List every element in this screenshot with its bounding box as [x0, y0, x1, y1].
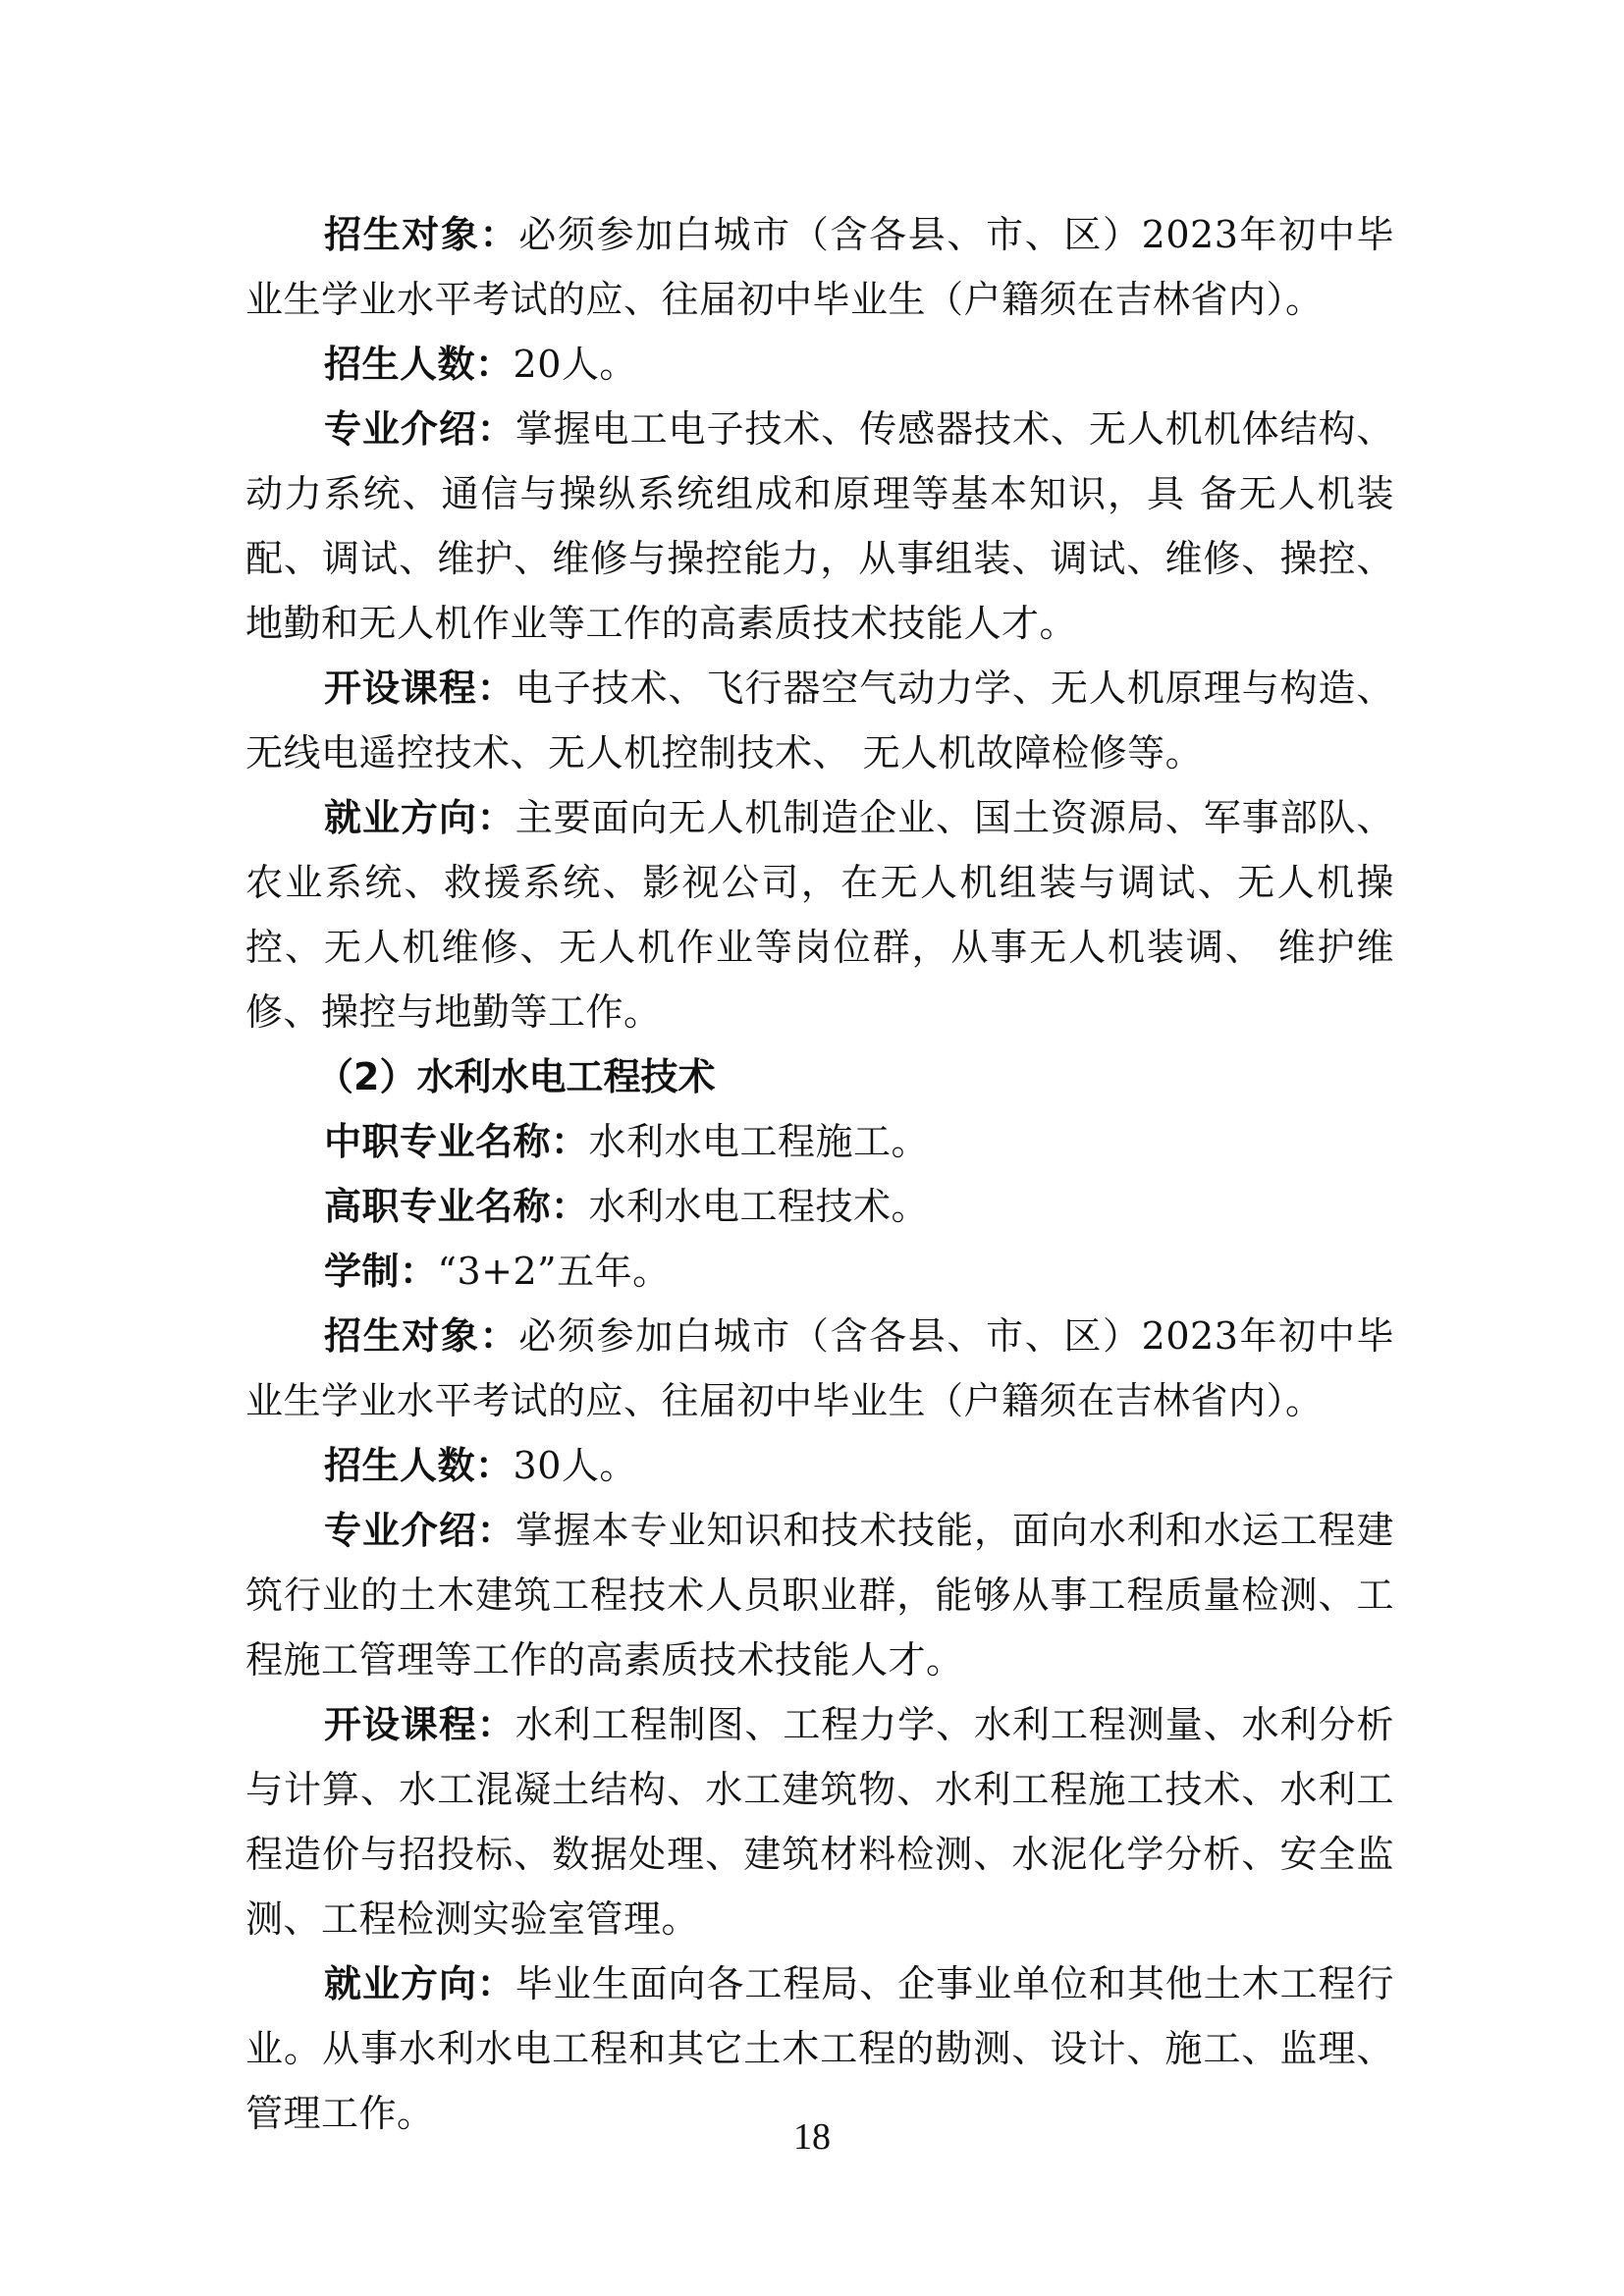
major-intro-paragraph-2: [245, 1498, 1394, 1692]
major-intro-text: 掌握电工电子技术、传感器技术、无人机机体结构、动力系统、通信与操纵系统组成和原理等基本知识，具 备无人机装配、调试、维护、维修与操控能力，从事组装、调试、维修、操控、地勤和无人机作业等工作的高素质技术技能人才。: [245, 407, 1394, 645]
employment-paragraph: [245, 785, 1394, 1044]
higher-major-name-paragraph: [245, 1174, 1394, 1239]
higher-major-name-text: 水利水电工程技术。: [588, 1185, 930, 1228]
schooling-text: “3+2”五年。: [437, 1250, 671, 1293]
enroll-target-text-2: 必须参加白城市（含各县、市、区）2023年初中毕业生学业水平考试的应、往届初中毕业生（户籍须在吉林省内）。: [245, 1314, 1394, 1422]
secondary-major-name-paragraph: [245, 1109, 1394, 1174]
courses-label-2: 开设课程：: [324, 1703, 515, 1746]
major-intro-text-2: 掌握本专业知识和技术技能，面向水利和水运工程建筑行业的土木建筑工程技术人员职业群，能够从事工程质量检测、工程施工管理等工作的高素质技术技能人才。: [245, 1509, 1394, 1682]
enroll-target-label: 招生对象：: [324, 213, 519, 256]
courses-paragraph-2: [245, 1692, 1394, 1951]
enroll-target-paragraph-2: [245, 1304, 1394, 1433]
courses-text-2: 水利工程制图、工程力学、水利工程测量、水利分析与计算、水工混凝土结构、水工建筑物、水利工程施工技术、水利工程造价与招投标、数据处理、建筑材料检测、水泥化学分析、安全监测、工程检测实验室管理。: [245, 1703, 1394, 1941]
enroll-count-label: 招生人数：: [324, 343, 514, 386]
courses-text: 电子技术、飞行器空气动力学、无人机原理与构造、无线电遥控技术、无人机控制技术、 无人机故障检修等。: [245, 667, 1394, 774]
courses-paragraph: [245, 656, 1394, 785]
document-page: [245, 202, 1394, 2146]
courses-label: 开设课程：: [324, 667, 515, 710]
enroll-count-text-2: 30人。: [513, 1444, 637, 1487]
page-number: 18: [793, 2116, 831, 2158]
employment-label: 就业方向：: [324, 796, 515, 839]
employment-text-2: 毕业生面向各工程局、企事业单位和其他土木工程行业。从事水利水电工程和其它土木工程的勘测、设计、施工、监理、管理工作。: [245, 1962, 1394, 2135]
secondary-major-name-label: 中职专业名称：: [324, 1120, 589, 1163]
employment-text: 主要面向无人机制造企业、国土资源局、军事部队、农业系统、救援系统、影视公司，在无人机组装与调试、无人机操控、无人机维修、无人机作业等岗位群，从事无人机装调、 维护维修、操控与地勤等工作。: [245, 796, 1394, 1034]
enroll-target-paragraph: [245, 202, 1394, 332]
enroll-count-label-2: 招生人数：: [324, 1444, 514, 1487]
enroll-target-label-2: 招生对象：: [324, 1314, 519, 1358]
employment-label-2: 就业方向：: [324, 1962, 515, 2005]
enroll-count-paragraph-2: [245, 1433, 1394, 1498]
major-intro-label: 专业介绍：: [324, 407, 515, 451]
schooling-paragraph: [245, 1239, 1394, 1304]
secondary-major-name-text: 水利水电工程施工。: [588, 1120, 930, 1163]
major-intro-paragraph: [245, 397, 1394, 656]
major-intro-label-2: 专业介绍：: [324, 1509, 515, 1552]
section-heading: （2）水利水电工程技术: [316, 1055, 716, 1098]
higher-major-name-label: 高职专业名称：: [324, 1185, 589, 1228]
enroll-count-paragraph: [245, 332, 1394, 397]
enroll-count-text: 20人。: [513, 343, 637, 386]
schooling-label: 学制：: [324, 1250, 438, 1293]
enroll-target-text: 必须参加白城市（含各县、市、区）2023年初中毕业生学业水平考试的应、往届初中毕业生（户籍须在吉林省内）。: [245, 213, 1394, 321]
